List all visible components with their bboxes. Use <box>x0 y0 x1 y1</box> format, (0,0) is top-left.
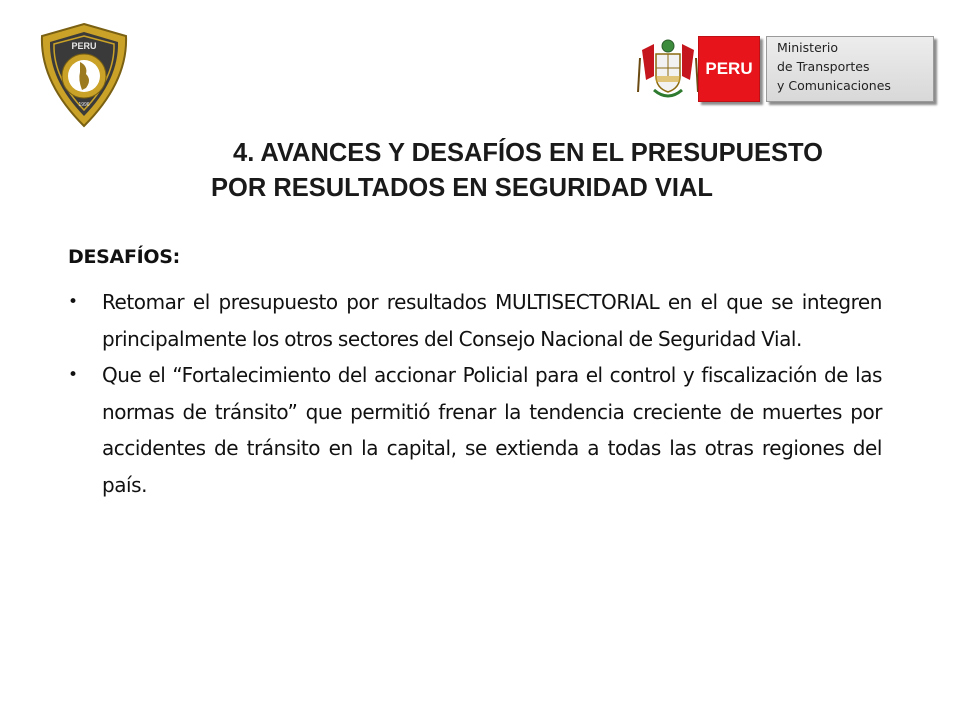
section-heading: DESAFÍOS: <box>68 246 180 268</box>
coat-of-arms-icon <box>636 36 700 106</box>
bullet-text: Retomar el presupuesto por resultados MULTISECTORIAL en el que se integren principalmente los otros sectores del Consejo Nacional de Seguridad Vial. <box>102 290 882 351</box>
bullet-item <box>68 357 882 503</box>
slide-title <box>80 136 930 206</box>
slide-title-line: 4. AVANCES Y DESAFÍOS EN EL PRESUPUESTO <box>233 139 823 167</box>
bullet-icon: • <box>68 365 78 385</box>
svg-text:1996: 1996 <box>78 102 90 108</box>
bullet-list <box>68 284 882 503</box>
peru-label: PERU <box>705 59 753 78</box>
ministry-line: y Comunicaciones <box>777 78 891 93</box>
content-section <box>68 240 882 503</box>
ministry-label-box <box>766 36 934 102</box>
seguridad-vial-badge-logo <box>36 22 132 128</box>
peru-label-box <box>698 36 760 102</box>
ministry-line: de Transportes <box>777 59 870 74</box>
bullet-item <box>68 284 882 357</box>
svg-text:PERU: PERU <box>71 41 97 51</box>
bullet-text: Que el “Fortalecimiento del accionar Policial para el control y fiscalización de las normas de tránsito” que permitió frenar la tendencia creciente de muertes por accidentes de tránsito en la capital, se extienda a todas las otras regiones del país. <box>102 363 882 497</box>
ministry-line: Ministerio <box>777 40 839 55</box>
bullet-icon: • <box>68 292 78 312</box>
slide-title-line: POR RESULTADOS EN SEGURIDAD VIAL <box>210 174 713 202</box>
